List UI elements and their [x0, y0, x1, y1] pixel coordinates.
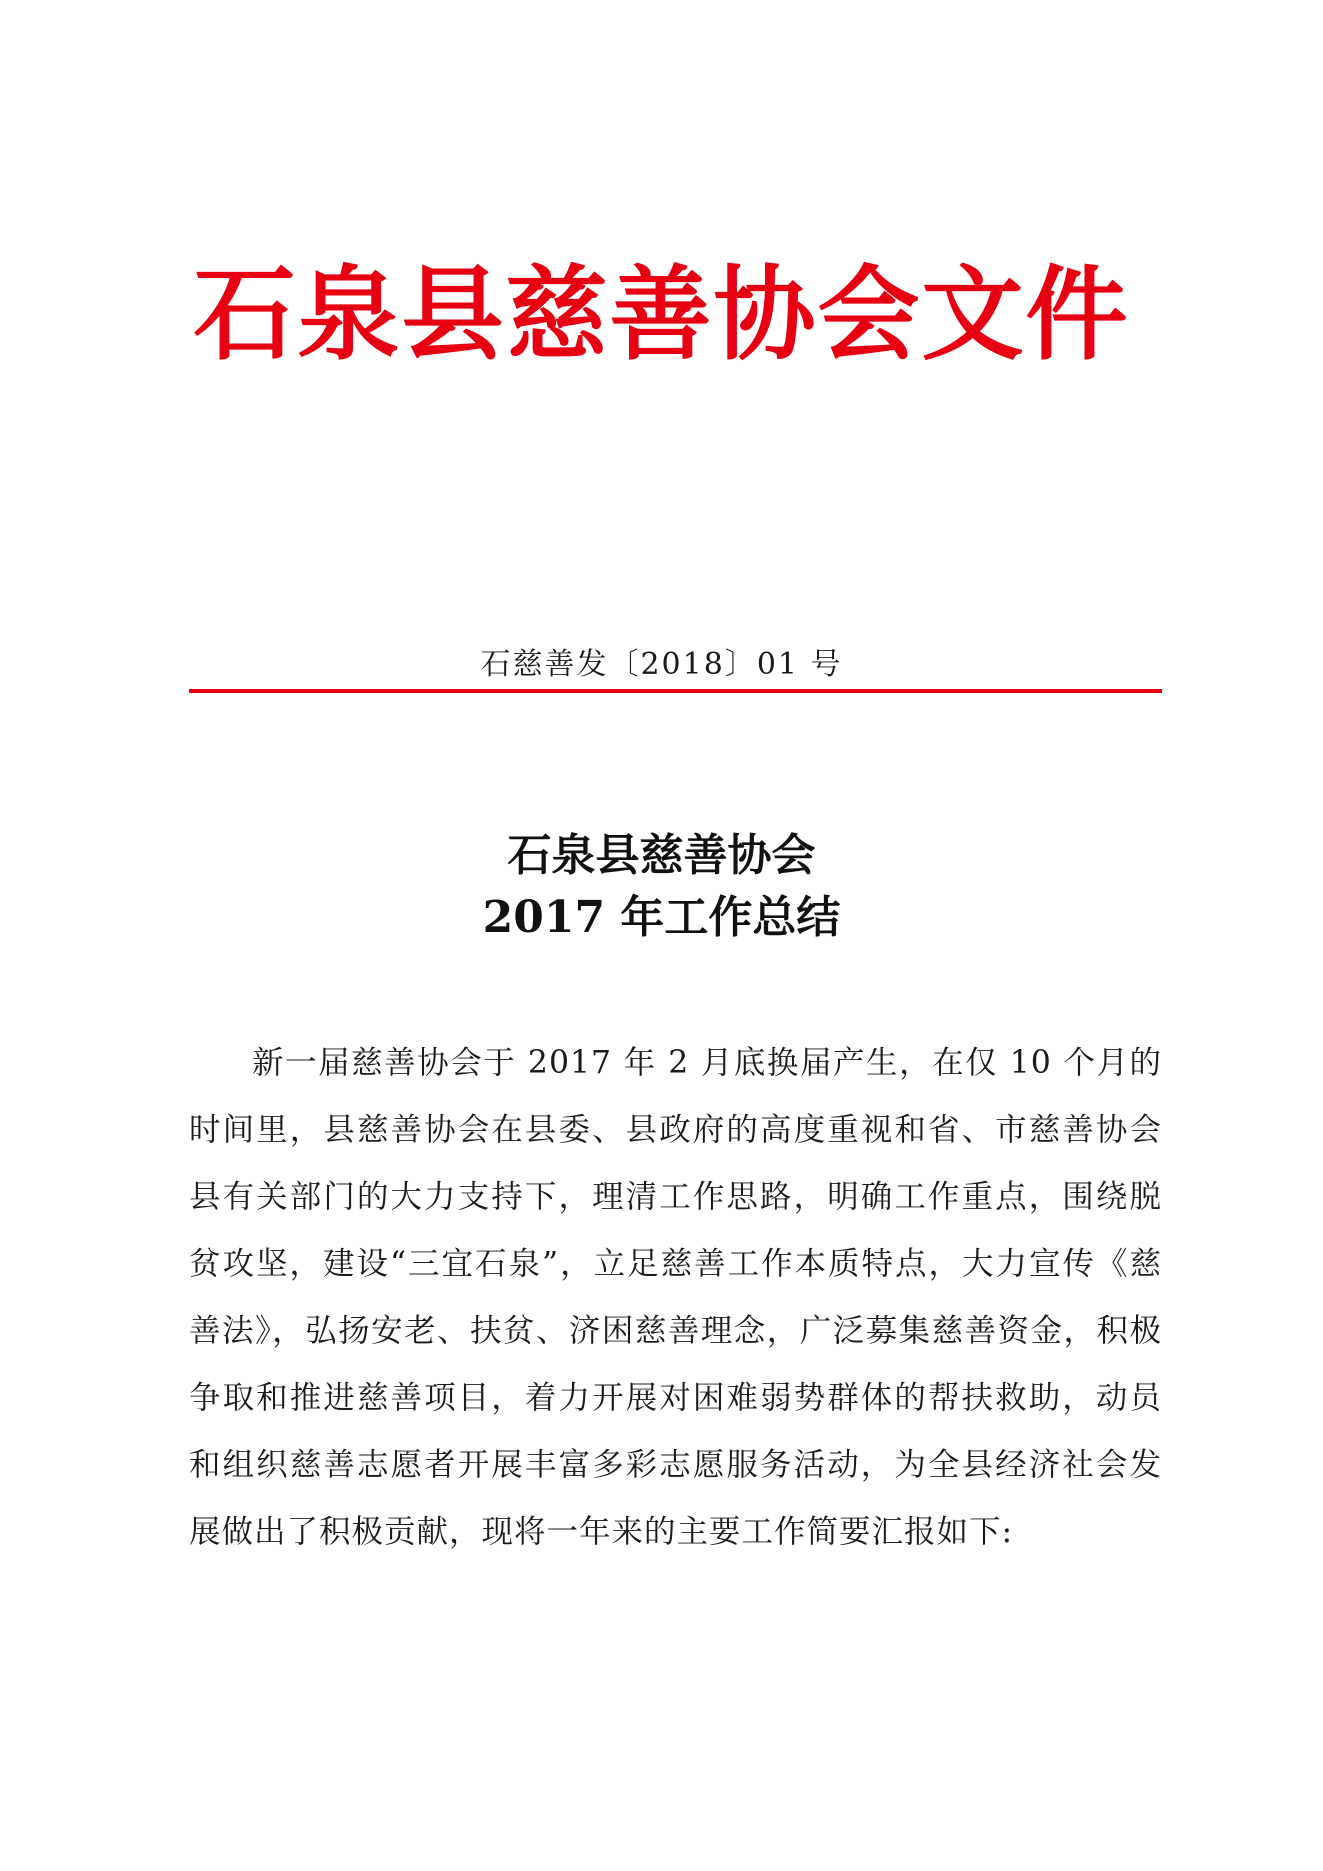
title-line-subject: 2017 年工作总结 — [482, 892, 841, 943]
document-number: 石慈善发〔2018〕01 号 — [480, 647, 843, 682]
title-line-organization: 石泉县慈善协会 — [507, 830, 816, 881]
document-title — [0, 825, 1323, 949]
document-masthead: 石泉县慈善协会文件 — [193, 255, 1130, 375]
red-divider-line — [189, 689, 1162, 693]
body-paragraph: 新一届慈善协会于 2017 年 2 月底换届产生，在仅 10 个月的时间里，县慈善协会在县委、县政府的高度重视和省、市慈善协会县有关部门的大力支持下，理清工作思路，明确工作重点，围绕脱贫攻坚，建设“三宜石泉”，立足慈善工作本质特点，大力宣传《慈善法》，弘扬安老、扶贫、济困慈善理念，广泛募集慈善资金，积极争取和推进慈善项目，着力开展对困难弱势群体的帮扶救助，动员和组织慈善志愿者开展丰富多彩志愿服务活动，为全县经济社会发展做出了积极贡献，现将一年来的主要工作简要汇报如下: — [189, 1045, 1162, 1550]
